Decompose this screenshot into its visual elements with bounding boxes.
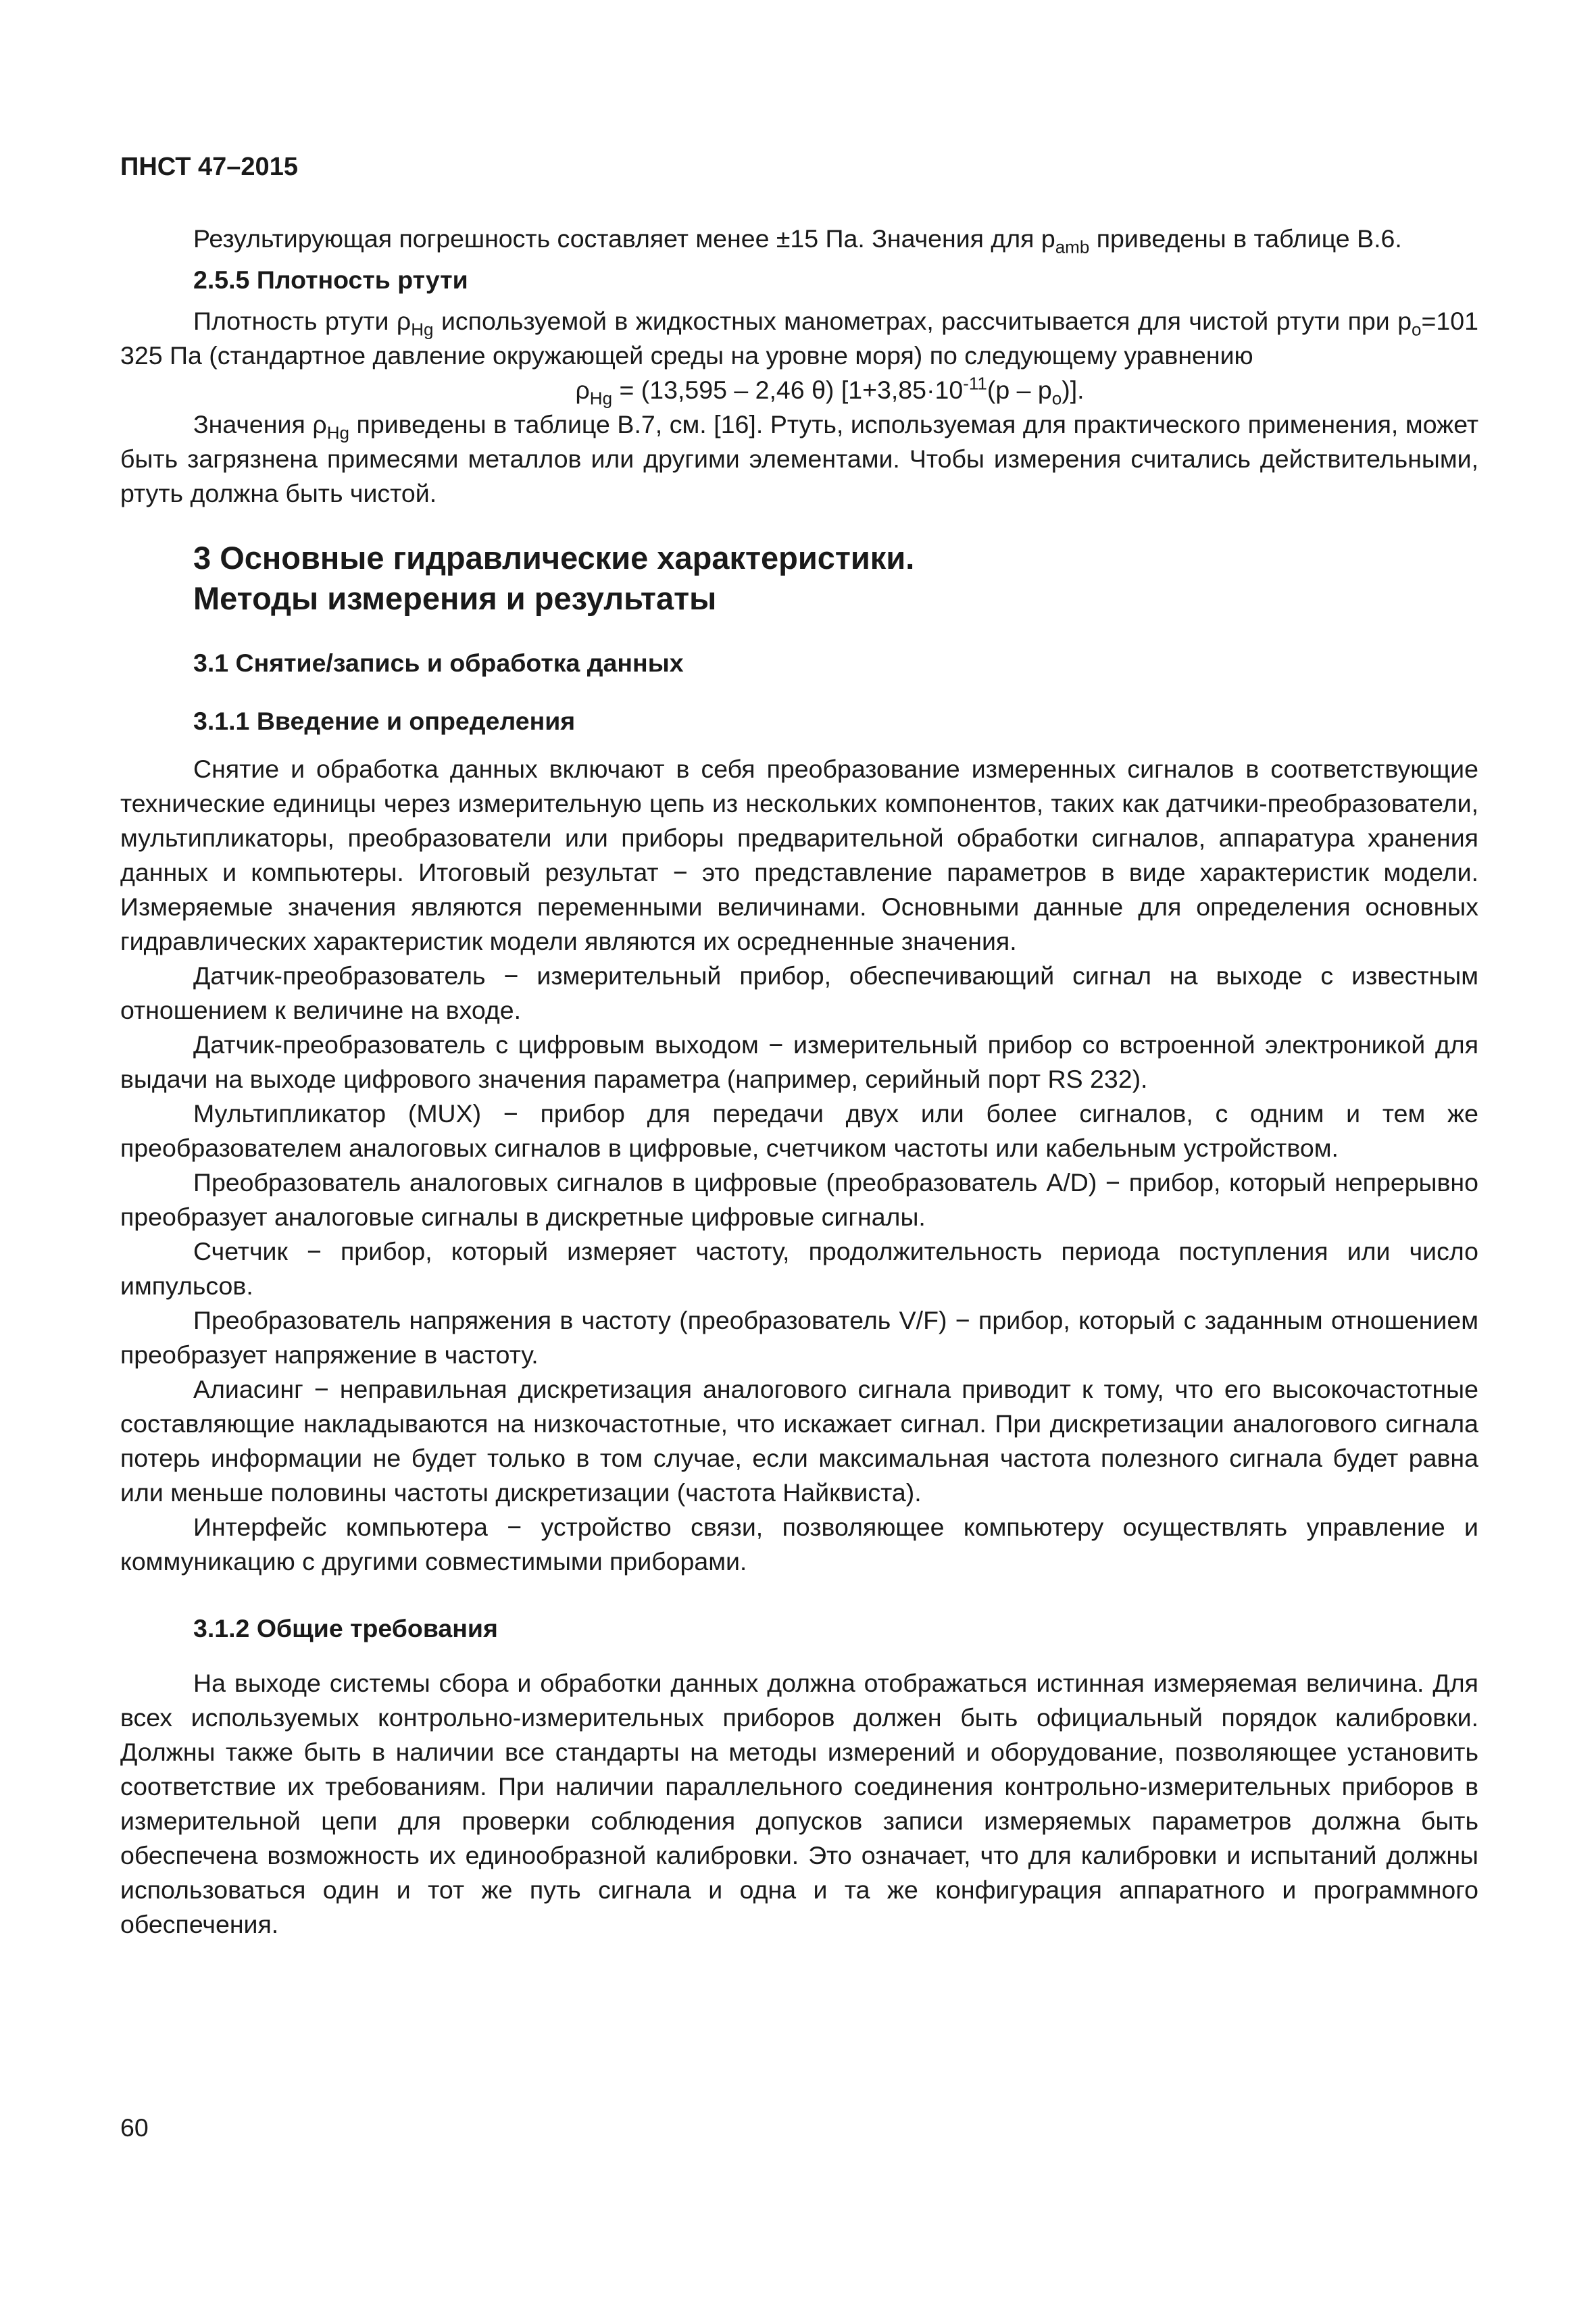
chapter-heading-line: 3 Основные гидравлические характеристики.	[193, 540, 915, 576]
text-run: приведены в таблице В.6.	[1089, 224, 1402, 253]
text-run: (p – p	[987, 376, 1052, 404]
chapter-heading-3	[193, 538, 1478, 619]
subscript: amb	[1055, 236, 1090, 257]
text-run: ρ	[575, 376, 590, 404]
paragraph-definition: Счетчик − прибор, который измеряет частоту, продолжительность периода поступления или число импульсов.	[120, 1237, 1478, 1300]
paragraph-definition: Интерфейс компьютера − устройство связи, позволяющее компьютеру осуществлять управление и коммуникацию с другими совместимыми приборами.	[120, 1513, 1478, 1576]
document-page	[120, 150, 1478, 1942]
paragraph-definition: Алиасинг − неправильная дискретизация аналогового сигнала приводит к тому, что его высокочастотные составляющие накладываются на низкочастотные, что искажает сигнал. При дискретизации аналогового сигнала потерь информации не будет только в том случае, если максимальная частота полезного сигнала будет равна или меньше половины частоты дискретизации (частота Найквиста).	[120, 1375, 1478, 1507]
paragraph-resulting-error	[120, 222, 1478, 256]
document-id: ПНСТ 47–2015	[120, 153, 298, 181]
paragraph-definition: Мультипликатор (MUX) − прибор для передачи двух или более сигналов, с одним и тем же преобразователем аналоговых сигналов в цифровые, счетчиком частоты или кабельным устройством.	[120, 1099, 1478, 1162]
paragraph-general-requirements: На выходе системы сбора и обработки данных должна отображаться истинная измеряемая величина. Для всех используемых контрольно-измерительных приборов должен быть официальный порядок калибровки. Должны также быть в наличии все стандарты на методы измерений и оборудование, позволяющее установить соответствие их требованиям. При наличии параллельного соединения контрольно-измерительных приборов в измерительной цепи для проверки соблюдения допусков записи измеряемых параметров должна быть обеспечена возможность их единообразной калибровки. Это означает, что для калибровки и испытаний должны использоваться один и тот же путь сигнала и одна и та же конфигурация аппаратного и программного обеспечения.	[120, 1669, 1478, 1938]
subscript: o	[1412, 319, 1422, 340]
paragraph-definition: Датчик-преобразователь − измерительный прибор, обеспечивающий сигнал на выходе с известным отношением к величине на входе.	[120, 961, 1478, 1024]
text-run: используемой в жидкостных манометрах, рассчитывается для чистой ртути при p	[433, 307, 1412, 335]
paragraph-definition: Датчик-преобразователь с цифровым выходом − измерительный прибор со встроенной электроникой для выдачи на выходе цифрового значения параметра (например, серийный порт RS 232).	[120, 1030, 1478, 1093]
section-heading-3-1: 3.1 Снятие/запись и обработка данных	[193, 649, 684, 677]
paragraph-definition: Снятие и обработка данных включают в себя преобразование измеренных сигналов в соответствующие технические единицы через измерительную цепь из нескольких компонентов, таких как датчики-преобразователи, мультипликаторы, преобразователи или приборы предварительной обработки сигналов, аппаратура хранения данных и компьютеры. Итоговый результат − это представление параметров в виде характеристик модели. Измеряемые значения являются переменными величинами. Основными данные для определения основных гидравлических характеристик модели являются их осредненные значения.	[120, 755, 1478, 955]
section-heading-3-1-1: 3.1.1 Введение и определения	[193, 707, 576, 735]
text-run: = (13,595 – 2,46 θ) [1+3,85·10	[612, 376, 964, 404]
subscript: Hg	[589, 388, 613, 409]
text-run: )].	[1062, 376, 1084, 404]
subscript: Hg	[411, 319, 434, 340]
chapter-heading-line: Методы измерения и результаты	[193, 580, 717, 616]
superscript: -11	[963, 373, 987, 394]
paragraph-mercury-density	[120, 304, 1478, 373]
text-run: Результирующая погрешность составляет менее ±15 Па. Значения для p	[193, 224, 1055, 253]
text-run: =101 325 Па (стандартное давление окружающей среды на уровне моря) по следующему уравнению	[120, 307, 1478, 370]
subscript: Hg	[326, 422, 349, 443]
subscript: o	[1051, 388, 1062, 409]
paragraph-definition: Преобразователь напряжения в частоту (преобразователь V/F) − прибор, который с заданным отношением преобразует напряжение в частоту.	[120, 1306, 1478, 1369]
section-heading-3-1-2: 3.1.2 Общие требования	[193, 1614, 498, 1642]
text-run: Плотность ртути ρ	[193, 307, 412, 335]
page-number: 60	[120, 2113, 149, 2142]
paragraph-mercury-values	[120, 407, 1478, 511]
paragraph-definition: Преобразователь аналоговых сигналов в цифровые (преобразователь A/D) − прибор, который непрерывно преобразует аналоговые сигналы в дискретные цифровые сигналы.	[120, 1168, 1478, 1231]
section-heading-2-5-5: 2.5.5 Плотность ртути	[193, 266, 468, 294]
formula-mercury-density	[181, 373, 1478, 407]
text-run: Значения ρ	[193, 410, 327, 438]
text-run: приведены в таблице В.7, см. [16]. Ртуть, используемая для практического применения, может быть загрязнена примесями металлов или другими элементами. Чтобы измерения считались действительными, ртуть должна быть чистой.	[120, 410, 1479, 507]
